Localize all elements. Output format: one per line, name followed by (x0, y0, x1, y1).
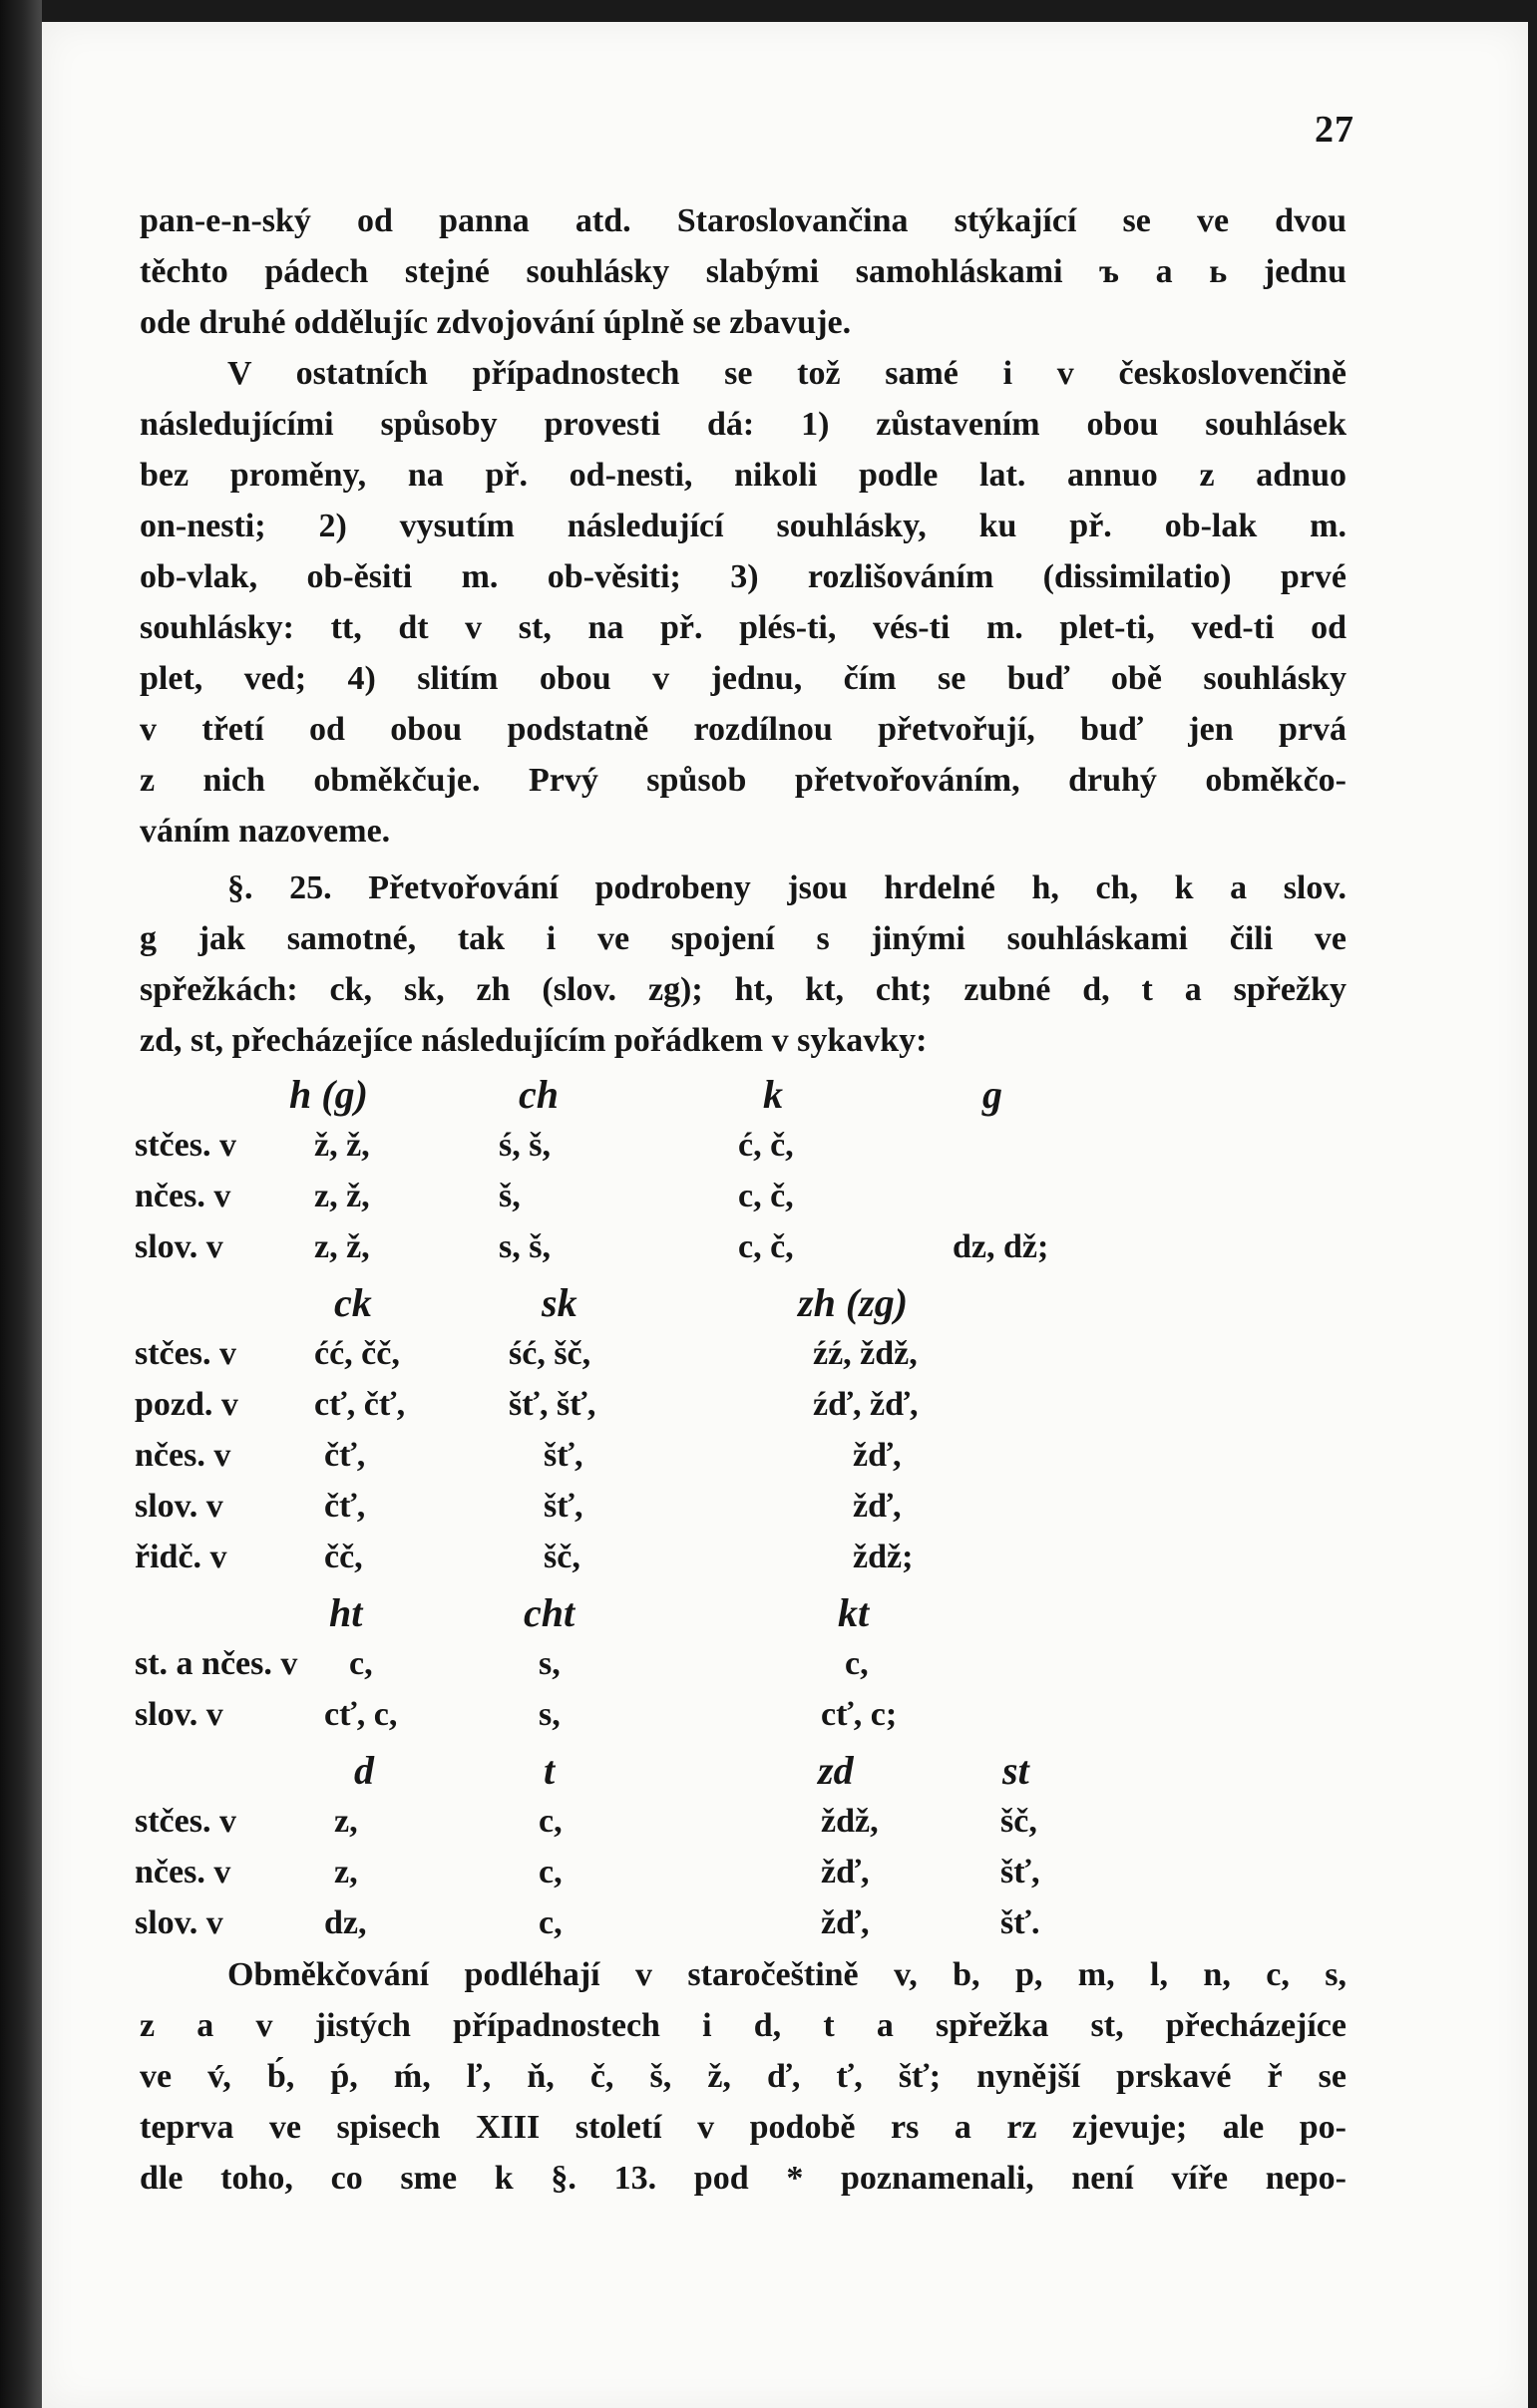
text-line: on-nesti; 2) vysutím následující souhlásky, ku př. ob-lak m. (140, 508, 1346, 544)
cell: źź, ždž, (813, 1335, 918, 1372)
row-label: slov. v (135, 1488, 223, 1525)
text-line: ve v́, b́, ṕ, ḿ, ľ, ň, č, š, ž, ď, ť, šť; nynější prskavé ř se (140, 2058, 1346, 2095)
cell: žď, (853, 1437, 902, 1474)
page-number: 27 (1315, 109, 1354, 151)
table-header: ck (334, 1280, 372, 1325)
cell: dz, (324, 1904, 367, 1941)
cell: cť, čť, (314, 1386, 406, 1423)
cell: ć, č, (738, 1127, 794, 1164)
cell: žď, (821, 1854, 870, 1891)
table-header: ht (329, 1590, 363, 1635)
text-line: ob-vlak, ob-ěsiti m. ob-věsiti; 3) rozlišováním (dissimilatio) prvé (140, 558, 1346, 595)
cell: c, (539, 1803, 563, 1840)
cell: šť, (544, 1437, 583, 1474)
table-header: kt (838, 1590, 870, 1635)
cell: žď, (853, 1488, 902, 1525)
text-line: z nich obměkčuje. Prvý spůsob přetvořováním, druhý obměkčo- (140, 762, 1346, 799)
cell: ždž; (853, 1539, 914, 1575)
cell: s, š, (499, 1228, 551, 1265)
cell: šť. (1000, 1904, 1040, 1941)
cell: š, (499, 1178, 521, 1214)
cell: žď, (821, 1904, 870, 1941)
cell: šť, šť, (509, 1386, 596, 1423)
cell: šť, (544, 1488, 583, 1525)
cell: c, (845, 1645, 869, 1682)
text-line: souhlásky: tt, dt v st, na př. plés-ti, vés-ti m. plet-ti, ved-ti od (140, 609, 1346, 646)
table-header: h (g) (289, 1072, 368, 1117)
cell: ž, ž, (314, 1127, 370, 1164)
cell: c, č, (738, 1178, 794, 1214)
text-line: pan-e-n-ský od panna atd. Staroslovančina stýkající se ve dvou (140, 202, 1346, 239)
row-label: nčes. v (135, 1178, 231, 1214)
text-line: V ostatních případnostech se tož samé i v českoslovenčině (227, 355, 1346, 392)
text-line: plet, ved; 4) slitím obou v jednu, čím se buď obě souhlásky (140, 660, 1346, 697)
cell: c, (539, 1904, 563, 1941)
cell: z, ž, (314, 1178, 370, 1214)
table-header: k (763, 1072, 783, 1117)
row-label: stčes. v (135, 1335, 236, 1372)
table-header: zh (zg) (798, 1280, 909, 1325)
row-label: stčes. v (135, 1127, 236, 1164)
table-header: cht (524, 1590, 576, 1635)
text-line: Obměkčování podléhají v staročeštině v, b, p, m, l, n, c, s, (227, 1956, 1346, 1993)
table-header: d (354, 1748, 374, 1793)
table-header: zd (818, 1748, 854, 1793)
cell: šč, (544, 1539, 580, 1575)
cell: čť, (324, 1437, 366, 1474)
cell: cť, c, (324, 1696, 398, 1733)
book-spine (0, 0, 42, 2408)
cell: ćć, čč, (314, 1335, 400, 1372)
text-line: zd, st, přecházejíce následujícím pořádkem v sykavky: (140, 1022, 928, 1059)
row-label: st. a nčes. v (135, 1645, 298, 1682)
row-label: pozd. v (135, 1386, 238, 1423)
table-header: g (982, 1072, 1002, 1117)
row-label: nčes. v (135, 1437, 231, 1474)
cell: z, (334, 1803, 358, 1840)
cell: čč, (324, 1539, 363, 1575)
cell: šč, (1000, 1803, 1037, 1840)
text-line: bez proměny, na př. od-nesti, nikoli podle lat. annuo z adnuo (140, 457, 1346, 494)
text-line: spřežkách: ck, sk, zh (slov. zg); ht, kt, cht; zubné d, t a spřežky (140, 971, 1346, 1008)
text-line: dle toho, co sme k §. 13. pod * poznamenali, není víře nepo- (140, 2160, 1346, 2197)
text-line: těchto pádech stejné souhlásky slabými samohláskami ъ a ь jednu (140, 253, 1346, 290)
cell: ś, š, (499, 1127, 551, 1164)
cell: šť, (1000, 1854, 1040, 1891)
text-line: následujícími spůsoby provesti dá: 1) zůstavením obou souhlásek (140, 406, 1346, 443)
cell: s, (539, 1645, 561, 1682)
cell: z, ž, (314, 1228, 370, 1265)
cell: ždž, (821, 1803, 879, 1840)
text-line: z a v jistých případnostech i d, t a spřežka st, přecházejíce (140, 2007, 1346, 2044)
cell: źď, žď, (813, 1386, 919, 1423)
table-header: st (1002, 1748, 1029, 1793)
cell: čť, (324, 1488, 366, 1525)
cell: cť, c; (821, 1696, 898, 1733)
cell: c, č, (738, 1228, 794, 1265)
row-label: nčes. v (135, 1854, 231, 1891)
cell: s, (539, 1696, 561, 1733)
cell: z, (334, 1854, 358, 1891)
text-line: ode druhé oddělujíc zdvojování úplně se zbavuje. (140, 304, 852, 341)
cell: c, (539, 1854, 563, 1891)
cell: dz, dž; (953, 1228, 1049, 1265)
cell: ść, šč, (509, 1335, 591, 1372)
row-label: slov. v (135, 1904, 223, 1941)
row-label: slov. v (135, 1696, 223, 1733)
text-line: teprva ve spisech XIII století v podobě rs a rz zjevuje; ale po- (140, 2109, 1346, 2146)
row-label: řidč. v (135, 1539, 227, 1575)
cell: c, (349, 1645, 373, 1682)
table-header: t (544, 1748, 556, 1793)
text-line: váním nazoveme. (140, 813, 391, 850)
text-line: v třetí od obou podstatně rozdílnou přetvořují, buď jen prvá (140, 711, 1346, 748)
section-heading-line: §. 25. Přetvořování podrobeny jsou hrdelné h, ch, k a slov. (227, 869, 1346, 906)
row-label: stčes. v (135, 1803, 236, 1840)
text-line: g jak samotné, tak i ve spojení s jinými souhláskami čili ve (140, 920, 1346, 957)
table-header: sk (542, 1280, 577, 1325)
row-label: slov. v (135, 1228, 223, 1265)
table-header: ch (519, 1072, 559, 1117)
